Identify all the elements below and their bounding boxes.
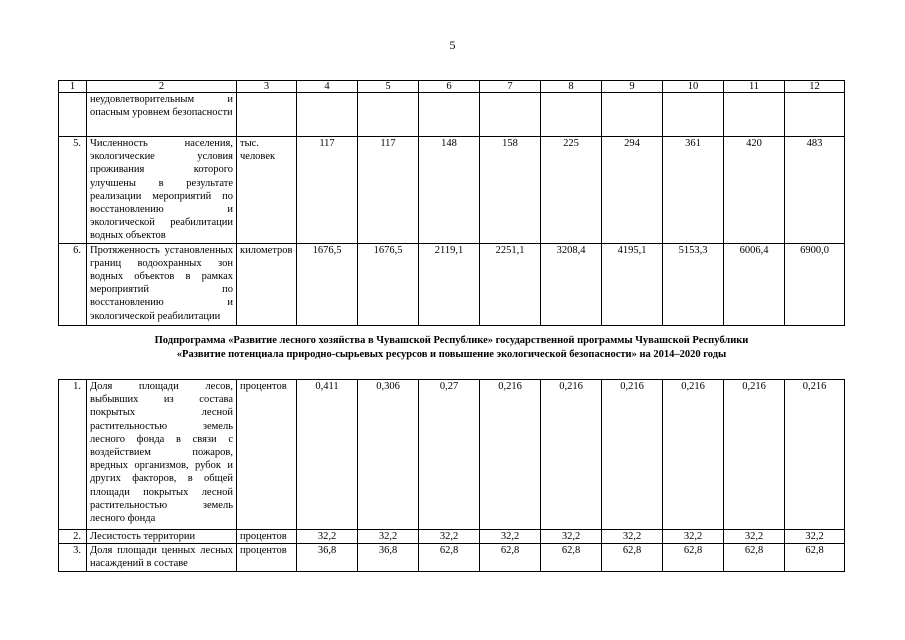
column-number: 12 <box>785 81 845 93</box>
table-row <box>59 544 845 571</box>
value-cell: 0,216 <box>663 380 724 530</box>
subprogram-title-line2: «Развитие потенциала природно-сырьевых ресурсов и повышение экологической безопасности» на 2014–2020 годы <box>176 349 727 360</box>
row-index: 2. <box>59 530 87 544</box>
value-cell: 117 <box>358 137 419 244</box>
indicator-name: Лесистость территории <box>87 530 237 544</box>
column-numbers-row <box>59 81 845 93</box>
value-cell: 36,8 <box>297 544 358 571</box>
value-cell: 361 <box>663 137 724 244</box>
column-number: 9 <box>602 81 663 93</box>
table-row <box>59 243 845 325</box>
value-cell: 32,2 <box>724 530 785 544</box>
value-cell: 225 <box>541 137 602 244</box>
subprogram-title-line1: Подпрограмма «Развитие лесного хозяйства в Чувашской Республике» государственной программы Чувашской Республики <box>154 335 749 346</box>
value-cell: 62,8 <box>602 544 663 571</box>
row-index: 5. <box>59 137 87 244</box>
subprogram-title <box>58 334 845 362</box>
indicators-table-bottom <box>58 379 845 572</box>
column-number: 4 <box>297 81 358 93</box>
unit: тыс. человек <box>237 137 297 244</box>
indicator-name: неудовлетворительным и опасным уровнем безопасности <box>87 93 237 137</box>
table-row <box>59 380 845 530</box>
value-cell: 483 <box>785 137 845 244</box>
column-number: 11 <box>724 81 785 93</box>
value-cell: 62,8 <box>541 544 602 571</box>
value-cell: 0,216 <box>785 380 845 530</box>
value-cell: 6006,4 <box>724 243 785 325</box>
value-cell: 2119,1 <box>419 243 480 325</box>
table-row <box>59 93 845 137</box>
value-cell: 1676,5 <box>297 243 358 325</box>
value-cell: 32,2 <box>602 530 663 544</box>
column-number: 7 <box>480 81 541 93</box>
value-cell: 32,2 <box>785 530 845 544</box>
value-cell: 62,8 <box>724 544 785 571</box>
row-index: 3. <box>59 544 87 571</box>
indicator-name: Протяженность установленных границ водоохранных зон водных объектов в рамках мероприятий по восстановлению и экологической реабилитации <box>87 243 237 325</box>
value-cell: 0,411 <box>297 380 358 530</box>
value-cell: 62,8 <box>419 544 480 571</box>
value-cell: 117 <box>297 137 358 244</box>
unit: процентов <box>237 544 297 571</box>
value-cell: 32,2 <box>419 530 480 544</box>
indicator-name: Численность населения, экологические условия проживания которого улучшены в результате реализации мероприятий по восстановлению и экологической реабилитации водных объектов <box>87 137 237 244</box>
value-cell: 3208,4 <box>541 243 602 325</box>
unit: процентов <box>237 530 297 544</box>
value-cell: 0,306 <box>358 380 419 530</box>
value-cell: 420 <box>724 137 785 244</box>
value-cell: 32,2 <box>663 530 724 544</box>
value-cell: 0,216 <box>541 380 602 530</box>
row-index: 6. <box>59 243 87 325</box>
value-cell: 0,216 <box>724 380 785 530</box>
indicator-name: Доля площади ценных лесных насаждений в составе <box>87 544 237 571</box>
column-number: 3 <box>237 81 297 93</box>
value-cell: 32,2 <box>480 530 541 544</box>
value-cell: 32,2 <box>358 530 419 544</box>
column-number: 2 <box>87 81 237 93</box>
table-row <box>59 530 845 544</box>
value-cell: 148 <box>419 137 480 244</box>
value-cell: 0,216 <box>602 380 663 530</box>
value-cell: 62,8 <box>663 544 724 571</box>
indicator-name: Доля площади лесов, выбывших из состава покрытых лесной растительностью земель лесного фонда в связи с воздействием пожаров, вредных организмов, рубок и других факторов, в общей площади покрытых лесной растительностью земель лесного фонда <box>87 380 237 530</box>
value-cell: 158 <box>480 137 541 244</box>
value-cell: 62,8 <box>480 544 541 571</box>
column-number: 6 <box>419 81 480 93</box>
value-cell: 294 <box>602 137 663 244</box>
column-number: 5 <box>358 81 419 93</box>
column-number: 10 <box>663 81 724 93</box>
value-cell: 6900,0 <box>785 243 845 325</box>
page-number: 5 <box>449 38 456 52</box>
row-index: 1. <box>59 380 87 530</box>
value-cell: 0,27 <box>419 380 480 530</box>
value-cell: 2251,1 <box>480 243 541 325</box>
indicators-table-top <box>58 80 845 326</box>
value-cell: 1676,5 <box>358 243 419 325</box>
value-cell: 0,216 <box>480 380 541 530</box>
unit: километров <box>237 243 297 325</box>
column-number: 1 <box>59 81 87 93</box>
unit: процентов <box>237 380 297 530</box>
column-number: 8 <box>541 81 602 93</box>
value-cell: 62,8 <box>785 544 845 571</box>
value-cell: 32,2 <box>297 530 358 544</box>
value-cell: 36,8 <box>358 544 419 571</box>
value-cell: 5153,3 <box>663 243 724 325</box>
table-row <box>59 137 845 244</box>
value-cell: 32,2 <box>541 530 602 544</box>
value-cell: 4195,1 <box>602 243 663 325</box>
